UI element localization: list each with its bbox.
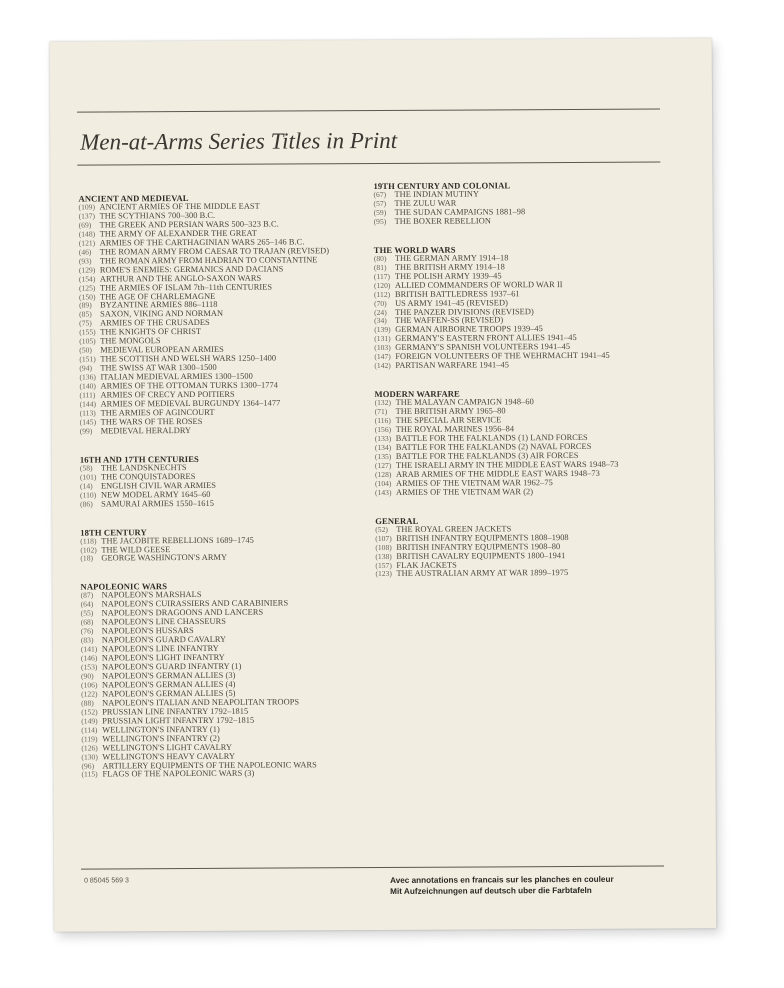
series-number: (57) bbox=[373, 198, 387, 208]
series-number: (122) bbox=[81, 689, 98, 699]
list-item bbox=[374, 361, 664, 371]
series-title: BATTLE FOR THE FALKLANDS (3) AIR FORCES bbox=[395, 450, 579, 461]
series-number: (115) bbox=[81, 769, 98, 780]
series-title: WELLINGTON'S HEAVY CAVALRY bbox=[102, 751, 236, 762]
list-item bbox=[374, 216, 664, 226]
series-title: ITALIAN MEDIEVAL ARMIES 1300–1500 bbox=[100, 371, 253, 382]
series-title: NAPOLEON'S ITALIAN AND NEAPOLITAN TROOPS bbox=[102, 697, 300, 708]
series-title: THE WARS OF THE ROSES bbox=[100, 416, 203, 427]
series-title: THE WILD GEESE bbox=[101, 544, 171, 554]
series-number: (123) bbox=[375, 569, 392, 579]
series-title: BATTLE FOR THE FALKLANDS (1) LAND FORCES bbox=[395, 432, 588, 443]
series-title: THE SCOTTISH AND WELSH WARS 1250–1400 bbox=[100, 353, 277, 364]
series-number: (104) bbox=[374, 478, 392, 488]
series-title: THE ARMIES OF AGINCOURT bbox=[100, 407, 215, 418]
series-number: (118) bbox=[80, 536, 97, 546]
series-number: (147) bbox=[374, 352, 391, 362]
series-number: (67) bbox=[373, 189, 387, 200]
series-number: (134) bbox=[374, 442, 392, 453]
series-title: THE ARMY OF ALEXANDER THE GREAT bbox=[99, 228, 257, 239]
series-number: (96) bbox=[81, 761, 95, 771]
series-number: (113) bbox=[79, 408, 96, 418]
series-title: US ARMY 1941–45 (REVISED) bbox=[395, 297, 508, 308]
series-number: (105) bbox=[79, 336, 96, 346]
series-number: (157) bbox=[375, 560, 392, 570]
series-title: THE PANZER DIVISIONS (REVISED) bbox=[395, 306, 534, 317]
section-heading: NAPOLEONIC WARS bbox=[80, 581, 168, 592]
section-heading: ANCIENT AND MEDIEVAL bbox=[78, 193, 189, 204]
series-number: (112) bbox=[373, 289, 391, 299]
series-title: ALLIED COMMANDERS OF WORLD WAR II bbox=[394, 279, 563, 290]
series-number: (141) bbox=[80, 644, 98, 654]
section bbox=[81, 580, 372, 780]
list-item bbox=[375, 487, 665, 497]
series-title: PRUSSIAN LIGHT INFANTRY 1792–1815 bbox=[102, 715, 255, 726]
list-item bbox=[375, 569, 665, 579]
series-number: (69) bbox=[78, 220, 92, 230]
left-column bbox=[78, 192, 371, 798]
series-title: THE BOXER REBELLION bbox=[394, 216, 491, 226]
list-item bbox=[81, 770, 371, 780]
series-number: (146) bbox=[80, 653, 98, 663]
series-number: (135) bbox=[374, 451, 392, 461]
series-number: (90) bbox=[80, 671, 94, 681]
series-number: (142) bbox=[374, 361, 391, 371]
series-number: (18) bbox=[80, 553, 94, 564]
series-number: (153) bbox=[80, 662, 98, 672]
series-number: (34) bbox=[374, 316, 387, 326]
series-title: BRITISH CAVALRY EQUIPMENTS 1800–1941 bbox=[396, 550, 566, 561]
section-heading: MODERN WARFARE bbox=[374, 388, 460, 400]
series-title: THE SCYTHIANS 700–300 B.C. bbox=[99, 210, 216, 221]
title-list bbox=[374, 253, 665, 371]
series-title: NAPOLEON'S GERMAN ALLIES (5) bbox=[102, 688, 236, 699]
series-number: (117) bbox=[373, 271, 391, 281]
series-number: (120) bbox=[373, 280, 391, 290]
series-title: THE GERMAN ARMY 1914–18 bbox=[394, 253, 509, 263]
series-number: (24) bbox=[374, 307, 387, 317]
series-number: (149) bbox=[81, 716, 98, 726]
series-title: MEDIEVAL EUROPEAN ARMIES bbox=[100, 345, 224, 355]
series-number: (106) bbox=[81, 680, 98, 690]
series-title: FOREIGN VOLUNTEERS OF THE WEHRMACHT 1941–45 bbox=[395, 351, 610, 362]
series-number: (136) bbox=[79, 372, 96, 382]
series-number: (14) bbox=[79, 481, 93, 491]
series-title: ARMIES OF THE VIETNAM WAR 1962–75 bbox=[395, 477, 553, 488]
series-title: THE ROMAN ARMY FROM CAESAR TO TRAJAN (REVISED) bbox=[99, 246, 330, 257]
series-number: (154) bbox=[78, 274, 96, 284]
series-number: (111) bbox=[79, 390, 96, 400]
series-number: (101) bbox=[79, 472, 97, 482]
series-number: (80) bbox=[373, 253, 387, 263]
series-title: ARTILLERY EQUIPMENTS OF THE NAPOLEONIC WARS bbox=[102, 759, 317, 770]
series-title: THE INDIAN MUTINY bbox=[394, 189, 480, 199]
series-title: FLAK JACKETS bbox=[396, 560, 457, 570]
series-number: (140) bbox=[79, 381, 96, 391]
series-title: MEDIEVAL HERALDRY bbox=[100, 425, 192, 436]
series-title: ARMIES OF CRECY AND POITIERS bbox=[100, 389, 235, 400]
series-number: (87) bbox=[80, 590, 94, 600]
series-number: (83) bbox=[80, 635, 94, 645]
series-number: (71) bbox=[374, 407, 388, 417]
series-number: (125) bbox=[78, 283, 96, 293]
series-number: (139) bbox=[374, 325, 391, 335]
series-title: ARMIES OF MEDIEVAL BURGUNDY 1364–1477 bbox=[100, 398, 281, 409]
series-title: SAMURAI ARMIES 1550–1615 bbox=[101, 498, 215, 509]
title-list bbox=[79, 202, 370, 436]
title-list bbox=[80, 463, 370, 509]
section-heading: THE WORLD WARS bbox=[373, 244, 456, 255]
series-number: (86) bbox=[80, 499, 93, 509]
series-title: THE GREEK AND PERSIAN WARS 500–323 B.C. bbox=[99, 219, 279, 230]
series-number: (99) bbox=[79, 426, 93, 436]
series-number: (129) bbox=[78, 265, 96, 275]
series-title: THE ROYAL MARINES 1956–84 bbox=[395, 424, 515, 434]
series-number: (156) bbox=[374, 425, 392, 435]
series-number: (130) bbox=[81, 752, 98, 762]
series-title: BRITISH INFANTRY EQUIPMENTS 1808–1908 bbox=[396, 532, 569, 543]
series-number: (127) bbox=[374, 460, 392, 470]
section bbox=[375, 514, 665, 579]
series-number: (59) bbox=[373, 207, 387, 217]
series-number: (102) bbox=[80, 544, 97, 555]
series-title: PRUSSIAN LINE INFANTRY 1792–1815 bbox=[102, 706, 249, 717]
series-number: (138) bbox=[375, 551, 392, 561]
footer-rule bbox=[81, 866, 664, 870]
series-number: (95) bbox=[373, 216, 387, 226]
series-title: ARMIES OF THE CARTHAGINIAN WARS 265–146 B.C. bbox=[99, 237, 305, 248]
series-title: THE ISRAELI ARMY IN THE MIDDLE EAST WARS 1948–73 bbox=[395, 459, 619, 470]
series-number: (64) bbox=[80, 599, 94, 609]
section-heading: 18TH CENTURY bbox=[80, 526, 147, 538]
series-number: (151) bbox=[79, 354, 96, 364]
series-title: GERMANY'S EASTERN FRONT ALLIES 1941–45 bbox=[395, 333, 577, 344]
series-title: THE AUSTRALIAN ARMY AT WAR 1899–1975 bbox=[396, 568, 569, 579]
series-title: ARMIES OF THE CRUSADES bbox=[100, 318, 210, 328]
title-list bbox=[375, 398, 666, 498]
series-number: (128) bbox=[374, 469, 392, 479]
section-heading: GENERAL bbox=[375, 515, 419, 526]
footer-line-french: Avec annotations en francais sur les planches en couleur bbox=[390, 874, 614, 885]
series-title: GERMANY'S SPANISH VOLUNTEERS 1941–45 bbox=[395, 342, 571, 353]
series-number: (50) bbox=[79, 345, 92, 355]
series-title: THE WAFFEN-SS (REVISED) bbox=[395, 315, 504, 326]
series-number: (121) bbox=[78, 238, 96, 248]
series-number: (150) bbox=[78, 292, 96, 302]
series-number: (103) bbox=[374, 343, 391, 353]
series-title: THE AGE OF CHARLEMAGNE bbox=[99, 291, 216, 302]
series-title: ARAB ARMIES OF THE MIDDLE EAST WARS 1948–73 bbox=[395, 468, 600, 479]
series-number: (52) bbox=[375, 524, 388, 534]
series-title: NEW MODEL ARMY 1645–60 bbox=[101, 489, 211, 500]
series-number: (107) bbox=[375, 533, 392, 543]
series-number: (152) bbox=[81, 707, 98, 717]
series-number: (133) bbox=[374, 433, 392, 444]
series-number: (143) bbox=[375, 487, 392, 497]
series-number: (155) bbox=[79, 327, 96, 337]
series-number: (110) bbox=[80, 490, 97, 500]
title-list bbox=[81, 590, 372, 780]
section bbox=[78, 192, 369, 436]
list-item bbox=[80, 499, 370, 509]
series-title: THE MONGOLS bbox=[100, 336, 161, 346]
series-title: THE SUDAN CAMPAIGNS 1881–98 bbox=[394, 207, 526, 217]
series-title: NAPOLEON'S LIGHT INFANTRY bbox=[101, 652, 225, 663]
section bbox=[80, 526, 370, 564]
series-number: (114) bbox=[81, 725, 98, 735]
series-title: BYZANTINE ARMIES 886–1118 bbox=[100, 300, 218, 310]
series-number: (145) bbox=[79, 417, 97, 427]
series-number: (75) bbox=[79, 318, 92, 328]
title-list bbox=[80, 536, 370, 564]
series-title: THE ARMIES OF ISLAM 7th–11th CENTURIES bbox=[99, 282, 273, 293]
series-title: THE ROMAN ARMY FROM HADRIAN TO CONSTANTINE bbox=[99, 255, 318, 266]
series-title: BATTLE FOR THE FALKLANDS (2) NAVAL FORCES bbox=[395, 441, 592, 452]
series-title: ROME'S ENEMIES: GERMANICS AND DACIANS bbox=[99, 264, 284, 275]
page-title: Men-at-Arms Series Titles in Print bbox=[80, 127, 398, 155]
isbn-number: 0 85045 569 3 bbox=[84, 877, 129, 885]
series-title: NAPOLEON'S DRAGOONS AND LANCERS bbox=[101, 607, 264, 618]
series-title: THE SPECIAL AIR SERVICE bbox=[395, 415, 502, 426]
series-number: (119) bbox=[81, 734, 98, 744]
series-number: (85) bbox=[79, 309, 92, 320]
back-cover-page bbox=[50, 38, 717, 931]
series-title: THE BRITISH ARMY 1914–18 bbox=[394, 262, 505, 272]
footer-notes bbox=[390, 874, 614, 897]
series-title: NAPOLEON'S GUARD INFANTRY (1) bbox=[101, 661, 242, 672]
series-number: (126) bbox=[81, 743, 98, 753]
series-title: WELLINGTON'S INFANTRY (2) bbox=[102, 733, 220, 744]
series-title: ARTHUR AND THE ANGLO-SAXON WARS bbox=[99, 273, 262, 284]
series-title: THE KNIGHTS OF CHRIST bbox=[100, 327, 202, 337]
footer-line-german: Mit Aufzeichnungen auf deutsch uber die Farbtafeln bbox=[390, 885, 592, 896]
series-title: SAXON, VIKING AND NORMAN bbox=[100, 309, 224, 319]
series-number: (94) bbox=[79, 363, 93, 373]
title-list bbox=[375, 524, 665, 579]
series-number: (81) bbox=[373, 262, 387, 272]
series-title: NAPOLEON'S HUSSARS bbox=[101, 626, 194, 636]
series-title: THE BRITISH ARMY 1965–80 bbox=[395, 406, 506, 417]
series-number: (144) bbox=[79, 399, 97, 409]
series-number: (109) bbox=[78, 202, 96, 212]
list-item bbox=[80, 426, 370, 436]
series-title: BRITISH INFANTRY EQUIPMENTS 1908–80 bbox=[396, 541, 561, 552]
section bbox=[80, 453, 370, 509]
section bbox=[374, 388, 665, 498]
section bbox=[374, 243, 665, 371]
series-number: (76) bbox=[80, 626, 94, 636]
series-number: (137) bbox=[78, 211, 96, 221]
series-title: THE LANDSKNECHTS bbox=[100, 462, 187, 473]
section bbox=[373, 180, 663, 227]
series-number: (148) bbox=[78, 229, 96, 239]
series-number: (68) bbox=[80, 617, 94, 627]
section-heading: 19TH CENTURY AND COLONIAL bbox=[373, 180, 511, 192]
series-title: ARMIES OF THE OTTOMAN TURKS 1300–1774 bbox=[100, 380, 279, 391]
series-number: (70) bbox=[374, 298, 387, 308]
series-number: (88) bbox=[81, 698, 94, 708]
series-title: THE MALAYAN CAMPAIGN 1948–60 bbox=[395, 397, 534, 408]
series-title: WELLINGTON'S INFANTRY (1) bbox=[102, 724, 220, 735]
top-rule bbox=[77, 109, 660, 113]
series-title: GEORGE WASHINGTON'S ARMY bbox=[101, 553, 228, 563]
series-title: NAPOLEON'S LINE CHASSEURS bbox=[101, 617, 226, 627]
series-number: (131) bbox=[374, 334, 391, 344]
series-title: FLAGS OF THE NAPOLEONIC WARS (3) bbox=[102, 769, 255, 779]
series-title: NAPOLEON'S LINE INFANTRY bbox=[101, 643, 219, 654]
series-number: (58) bbox=[79, 463, 93, 473]
right-column bbox=[373, 180, 665, 598]
list-item bbox=[80, 554, 370, 564]
series-title: PARTISAN WARFARE 1941–45 bbox=[395, 360, 510, 371]
series-title: ANCIENT ARMIES OF THE MIDDLE EAST bbox=[99, 201, 260, 212]
series-number: (116) bbox=[374, 416, 391, 426]
series-title: ARMIES OF THE VIETNAM WAR (2) bbox=[396, 486, 534, 497]
series-number: (108) bbox=[375, 542, 392, 552]
series-title: THE CONQUISTADORES bbox=[100, 471, 196, 482]
series-title: NAPOLEON'S GERMAN ALLIES (3) bbox=[101, 670, 236, 681]
series-title: ENGLISH CIVIL WAR ARMIES bbox=[100, 480, 216, 491]
series-number: (132) bbox=[374, 398, 392, 408]
series-number: (46) bbox=[78, 247, 92, 257]
series-number: (89) bbox=[79, 301, 92, 311]
series-title: NAPOLEON'S GUARD CAVALRY bbox=[101, 634, 227, 645]
section-heading: 16TH AND 17TH CENTURIES bbox=[79, 453, 199, 465]
series-number: (55) bbox=[80, 608, 94, 618]
series-title: BRITISH BATTLEDRESS 1937–61 bbox=[394, 288, 520, 299]
series-title: THE ROYAL GREEN JACKETS bbox=[396, 524, 512, 534]
series-title: THE JACOBITE REBELLIONS 1689–1745 bbox=[101, 535, 254, 546]
title-list bbox=[373, 190, 663, 227]
series-title: THE ZULU WAR bbox=[394, 198, 457, 208]
series-title: THE POLISH ARMY 1939–45 bbox=[394, 271, 502, 281]
series-title: NAPOLEON'S CUIRASSIERS AND CARABINIERS bbox=[101, 598, 289, 609]
series-number: (93) bbox=[78, 256, 92, 266]
series-title: NAPOLEON'S GERMAN ALLIES (4) bbox=[102, 679, 236, 690]
series-title: NAPOLEON'S MARSHALS bbox=[101, 590, 202, 600]
series-title: GERMAN AIRBORNE TROOPS 1939–45 bbox=[395, 324, 543, 335]
series-title: THE SWISS AT WAR 1300–1500 bbox=[100, 363, 217, 373]
series-title: WELLINGTON'S LIGHT CAVALRY bbox=[102, 742, 233, 753]
title-rule bbox=[77, 162, 660, 166]
